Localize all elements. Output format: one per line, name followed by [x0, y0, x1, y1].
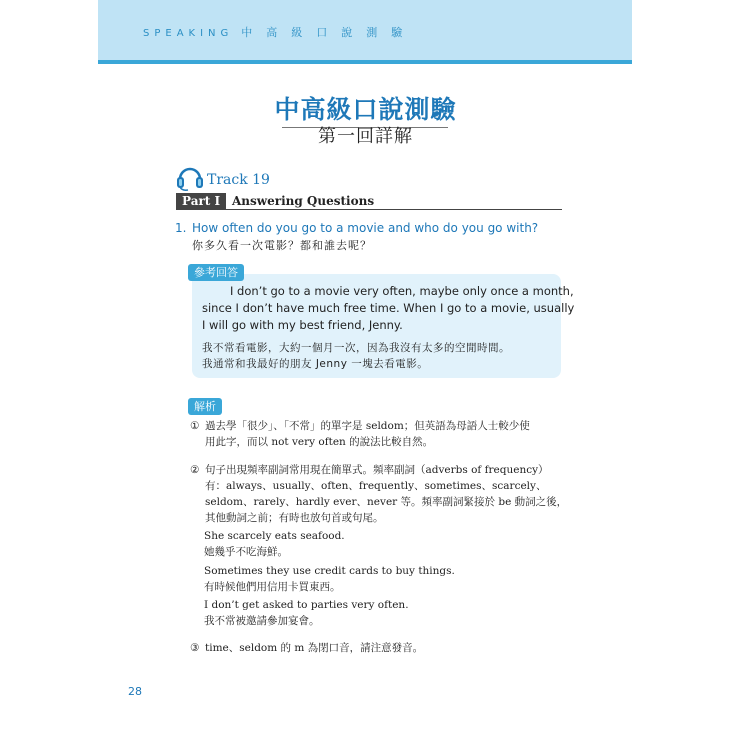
example-en: Sometimes they use credit cards to buy things. — [204, 565, 455, 577]
question-chinese: 你多久看一次電影？都和誰去呢？ — [192, 239, 372, 252]
header-rule — [98, 60, 632, 64]
example-zh: 她幾乎不吃海鮮。 — [204, 546, 288, 558]
headphones-icon — [176, 162, 204, 196]
answer-english — [202, 283, 575, 334]
example-1 — [204, 528, 345, 560]
answer-zh-line: 我不常看電影，大約一個月一次，因為我沒有太多的空閒時間。 — [202, 342, 510, 354]
track-label: Track 19 — [207, 172, 270, 188]
example-3 — [204, 597, 409, 629]
example-en: I don’t get asked to parties very often. — [204, 599, 409, 611]
analysis-line: time、seldom 的 m 為閉口音，請注意發音。 — [205, 642, 424, 654]
analysis-line: 用此字，而以 not very often 的說法比較自然。 — [205, 436, 434, 448]
analysis-mark: ① — [190, 420, 200, 432]
part-label: Part I — [176, 193, 226, 210]
analysis-mark: ② — [190, 464, 200, 476]
question-english: How often do you go to a movie and who do you go with? — [192, 221, 539, 235]
question-number: 1. — [175, 221, 187, 235]
header-title-zh: 中高級口說測驗 — [241, 26, 417, 39]
analysis-line: 其他動詞之前；有時也放句首或句尾。 — [205, 512, 384, 524]
page-subtitle: 第一回詳解 — [318, 126, 413, 147]
header-label — [143, 24, 416, 40]
page-title: 中高級口說測驗 — [274, 95, 457, 124]
answer-en-line: I don’t go to a movie very often, maybe only once a month, — [230, 284, 574, 298]
analysis-line: seldom、rarely、hardly ever、never 等。頻率副詞緊接於 be 動詞之後， — [205, 496, 568, 508]
example-zh: 我不常被邀請參加宴會。 — [204, 615, 320, 627]
example-zh: 有時候他們用信用卡買東西。 — [204, 581, 341, 593]
analysis-tag: 解析 — [188, 398, 222, 415]
answer-zh-line: 我通常和我最好的朋友 Jenny 一塊去看電影。 — [202, 358, 429, 370]
part-header — [176, 193, 562, 210]
analysis-line: 有：always、usually、often、frequently、sometimes、scarcely、 — [205, 480, 547, 492]
analysis-line: 過去學「很少」、「不常」的單字是 seldom；但英語為母語人士較少使 — [205, 420, 530, 432]
page-number: 28 — [128, 685, 142, 698]
answer-en-line: since I don’t have much free time. When I go to a movie, usually — [202, 301, 575, 315]
answer-chinese — [202, 340, 554, 372]
header-speaking: SPEAKING — [143, 28, 234, 39]
answer-tag: 參考回答 — [188, 264, 244, 281]
analysis-line: 句子出現頻率副詞常用現在簡單式。頻率副詞（adverbs of frequency） — [205, 464, 549, 476]
part-title: Answering Questions — [232, 194, 375, 208]
analysis-mark: ③ — [190, 642, 200, 654]
example-en: She scarcely eats seafood. — [204, 530, 345, 542]
example-2 — [204, 563, 455, 595]
answer-en-line: I will go with my best friend, Jenny. — [202, 318, 403, 332]
